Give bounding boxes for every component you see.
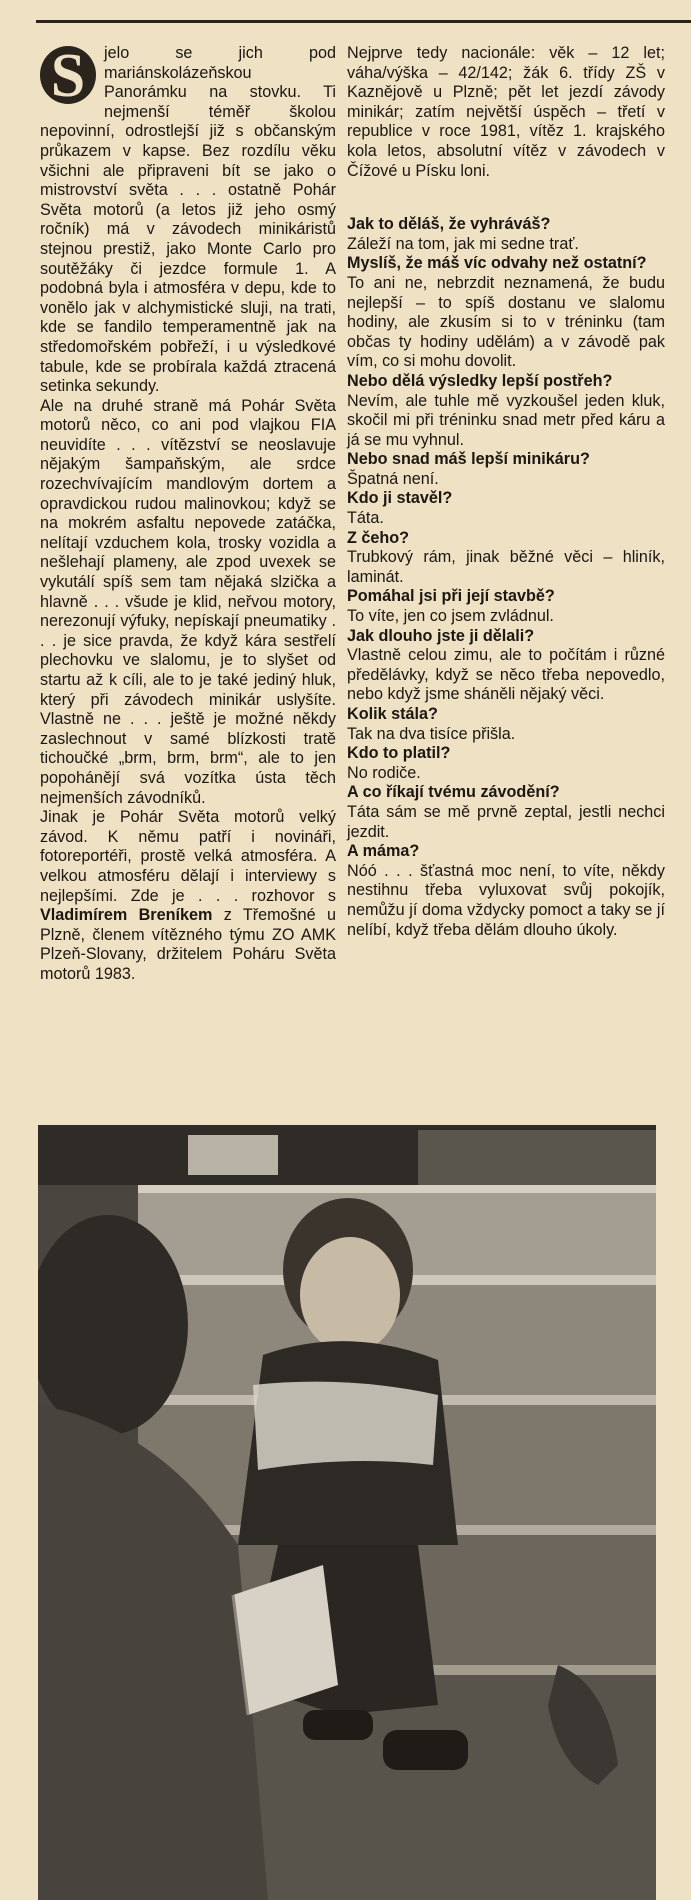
answer-3: Nevím, ale tuhle mě vyzkoušel jeden kluk, skočil mi při tréninku snad metr před káru a já se mu vyhnul.	[347, 391, 665, 449]
question-5: Kdo ji stavěl?	[347, 489, 453, 508]
answer-2: To ani ne, nebrzdit neznamená, že budu nejlepší – to spíš dostanu ve slalomu hodiny, ale zkusím si to v tréninku (tam občas ty hodiny udělám) a v závodě pak vím, co si mohu dovolit.	[347, 273, 665, 371]
question-1: Jak to děláš, že vyhráváš?	[347, 215, 551, 234]
paragraph-2: Ale na druhé straně má Pohár Světa motorů něco, co ani pod vlajkou FIA neuvidíte . . . vítězství se neoslavuje nějakým šampaňským, ale srdce rozechvívajícím mandlovým dortem a opravdickou rudou malinovkou; když se na mokrém asfaltu nepovede zatáčka, nelítají vzduchem kola, trosky vozidla a nešlehají plameny, ale zpod uvexek se vykutálí spíš sem tam nějaká slzička a hlavně . . . všude je klid, neřvou motory, nerezonují výfuky, nepískají pneumatiky . . . je sice pravda, že když kára sestřelí plechovku ve slalomu, je to slyšet od startu až k cíli, ale to je také jediný hluk, který při závodech minikár uslyšíte. Vlastně ne . . . ještě je možné někdy zaslechnout v samé blízkosti tratě tichoučké „brm, brm, brm“, ale to jen popohánějí svá vozítka ústa těch nejmenších závodníků.	[40, 396, 336, 807]
answer-1: Záleží na tom, jak mi sedne trať.	[347, 234, 579, 253]
answer-5: Táta.	[347, 509, 384, 528]
qa-list	[347, 215, 665, 940]
left-column	[40, 44, 336, 985]
interviewee-name: Vladimírem Breníkem	[40, 906, 213, 925]
paragraph-3-closing: z Třemošné u Plzně, členem vítězného týmu ZO AMK Plzeň-Slovany, držitelem Poháru Světa motorů 1983.	[40, 906, 337, 983]
answer-12: Nóó . . . šťastná moc není, to víte, někdy nestihnu třeba vyluxovat svůj pokojík, nemůžu jí doma vždycky pomoct a taky se jí nelíbí, když třeba dělám dlouho úkoly.	[347, 861, 665, 939]
right-column	[347, 44, 665, 940]
question-12: A máma?	[347, 842, 420, 861]
answer-7: To víte, jen co jsem zvládnul.	[347, 607, 554, 626]
answer-4: Špatná není.	[347, 469, 439, 488]
answer-11: Táta sám se mě prvně zeptal, jestli nechci jezdit.	[347, 802, 665, 841]
paragraph-1-text: jelo se jich pod mariánskolázeňskou Panorámku na stovku. Ti nejmenší téměř školou nepovinní, odrostlejší již s občanským průkazem v kapse. Bez rozdílu věku všichni ale připraveni bít se jako o mistrovství světa . . . ostatně Pohár Světa motorů (a letos již jeho osmý ročník) má v závodech minikáristů stejnou prestiž, jako Monte Carlo pro soutěžáky či jezdce formule 1. A podobná byla i atmosféra v depu, kde to vonělo jak v alchymistické sluji, na trati, kde se fandilo temperamentně jak na středomořském pobřeží, i u výsledkové tabule, kde se probírala každá ztracená setinka sekundy.	[40, 44, 336, 396]
answer-9: Tak na dva tisíce přišla.	[347, 724, 516, 743]
answer-10: No rodiče.	[347, 763, 421, 782]
top-rule	[36, 20, 691, 23]
paragraph-3-text: Jinak je Pohár Světa motorů velký závod. K němu patří i novináři, fotoreportéři, prostě velká atmosféra. A velkou atmosféru dělají i interviewy s nejlepšími. Zde je . . . rozhovor s	[40, 808, 336, 905]
question-8: Jak dlouho jste ji dělali?	[347, 626, 535, 645]
question-6: Z čeho?	[347, 528, 410, 547]
dropcap: S	[40, 46, 96, 104]
intro-paragraph: Nejprve tedy nacionále: věk – 12 let; váha/výška – 42/142; žák 6. třídy ZŠ v Kaznějově u Plzně; pět let jezdí závody minikár; zatím největší úspěch – třetí v republice v roce 1981, vítěz 1. krajského kola letos, absolutní vítěz v závodech v Čížové u Písku loni.	[347, 44, 665, 180]
paragraph-3	[40, 808, 336, 984]
answer-6: Trubkový rám, jinak běžné věci – hliník, laminát.	[347, 548, 665, 586]
question-4: Nebo snad máš lepší minikáru?	[347, 450, 590, 469]
photo-boy-on-steps	[38, 1125, 656, 1900]
question-11: A co říkají tvému závodění?	[347, 783, 560, 802]
question-7: Pomáhal jsi při její stavbě?	[347, 587, 555, 606]
paragraph-1	[40, 44, 336, 397]
question-3: Nebo dělá výsledky lepší postřeh?	[347, 371, 613, 390]
question-9: Kolik stála?	[347, 705, 438, 723]
answer-8: Vlastně celou zimu, ale to počítám i různé předělávky, když se něco třeba nepovedlo, nebo když jsme sháněli nějaký věci.	[347, 646, 665, 704]
question-10: Kdo to platil?	[347, 744, 451, 763]
photo-illustration	[38, 1125, 656, 1900]
question-2: Myslíš, že máš víc odvahy než ostatní?	[347, 254, 647, 273]
qa-spacer	[347, 181, 665, 215]
